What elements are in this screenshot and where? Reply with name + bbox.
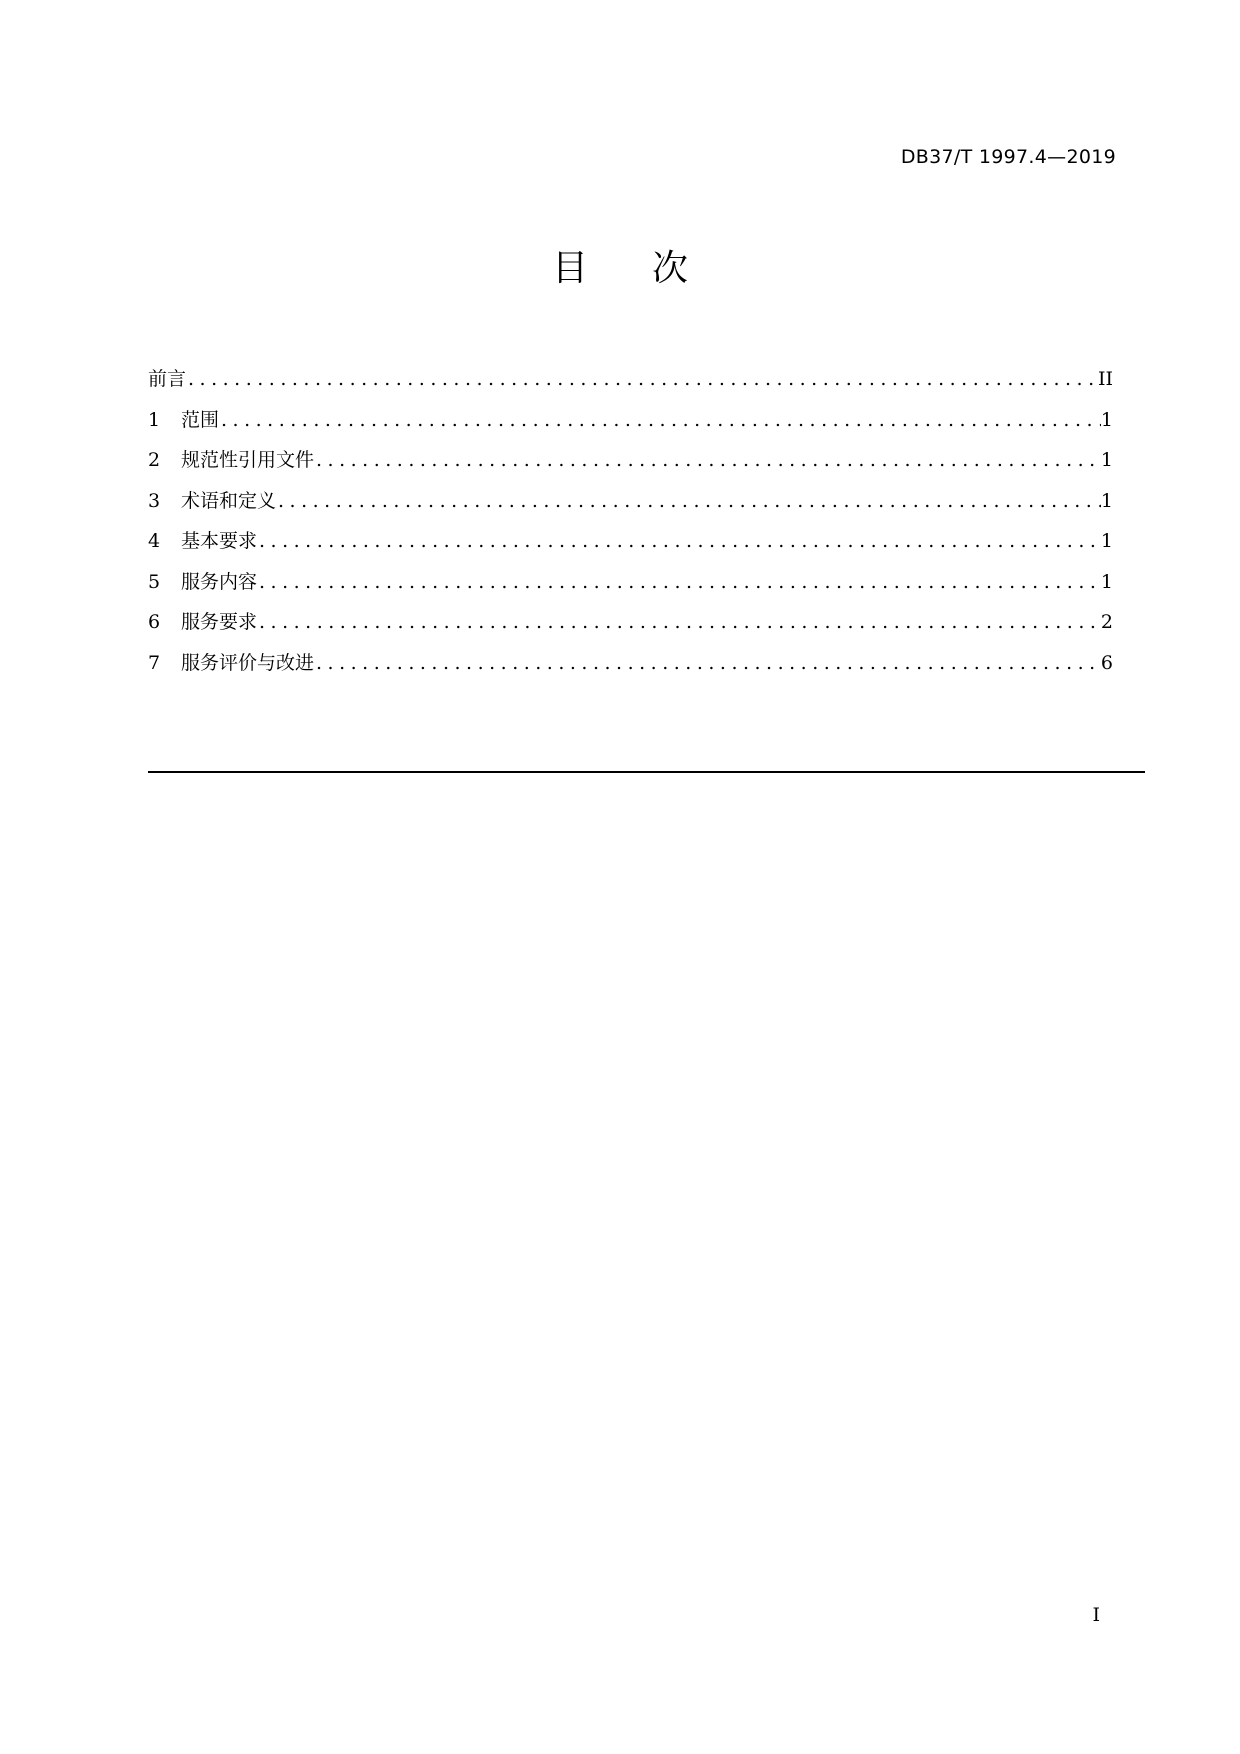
toc-entry-page: 1 <box>1100 530 1113 552</box>
toc-entry-number: 5 <box>148 570 161 593</box>
page-title-char-2: 次 <box>652 248 689 289</box>
toc-entry-foreword[interactable] <box>148 364 1113 405</box>
toc-entry-number: 4 <box>148 530 161 552</box>
toc-entry-number: 6 <box>148 611 161 633</box>
toc-entry-number: 2 <box>148 449 161 471</box>
toc-entry-label: 服务评价与改进 <box>181 651 315 674</box>
horizontal-rule <box>148 771 1145 773</box>
toc-entry-number: 7 <box>148 651 161 674</box>
page-title <box>0 244 1240 294</box>
toc-entry-3[interactable] <box>148 486 1113 527</box>
page-title-char-1: 目 <box>551 248 588 289</box>
toc-entry-page: 6 <box>1100 651 1113 674</box>
toc-entry-6[interactable] <box>148 607 1113 648</box>
toc-entry-page: 1 <box>1100 408 1113 431</box>
dot-leader <box>314 648 1101 678</box>
page-number: I <box>1092 1604 1100 1626</box>
dot-leader <box>257 526 1101 556</box>
toc-entry-5[interactable] <box>148 567 1113 608</box>
dot-leader <box>314 445 1101 475</box>
toc-entry-label: 规范性引用文件 <box>181 449 315 471</box>
dot-leader <box>276 486 1101 516</box>
toc-entry-page: 2 <box>1100 611 1113 633</box>
toc-entry-page: 1 <box>1100 449 1113 471</box>
toc-entry-page: 1 <box>1100 489 1113 512</box>
standard-code: DB37/T 1997.4—2019 <box>900 146 1116 168</box>
table-of-contents <box>148 364 1113 688</box>
toc-entry-1[interactable] <box>148 405 1113 446</box>
toc-entry-number: 3 <box>148 489 161 512</box>
toc-entry-label: 范围 <box>181 408 220 431</box>
toc-entry-number: 1 <box>148 408 161 431</box>
toc-entry-label: 前言 <box>148 368 187 390</box>
dot-leader <box>219 405 1101 435</box>
dot-leader <box>257 567 1101 597</box>
toc-entry-2[interactable] <box>148 445 1113 486</box>
dot-leader <box>257 607 1101 637</box>
toc-entry-label: 服务内容 <box>181 570 258 593</box>
toc-entry-4[interactable] <box>148 526 1113 567</box>
dot-leader <box>186 364 1098 394</box>
toc-entry-page: 1 <box>1100 570 1113 593</box>
toc-entry-label: 基本要求 <box>181 530 258 552</box>
toc-entry-page: II <box>1097 368 1113 390</box>
toc-entry-7[interactable] <box>148 648 1113 689</box>
toc-entry-label: 服务要求 <box>181 611 258 633</box>
toc-entry-label: 术语和定义 <box>181 489 277 512</box>
